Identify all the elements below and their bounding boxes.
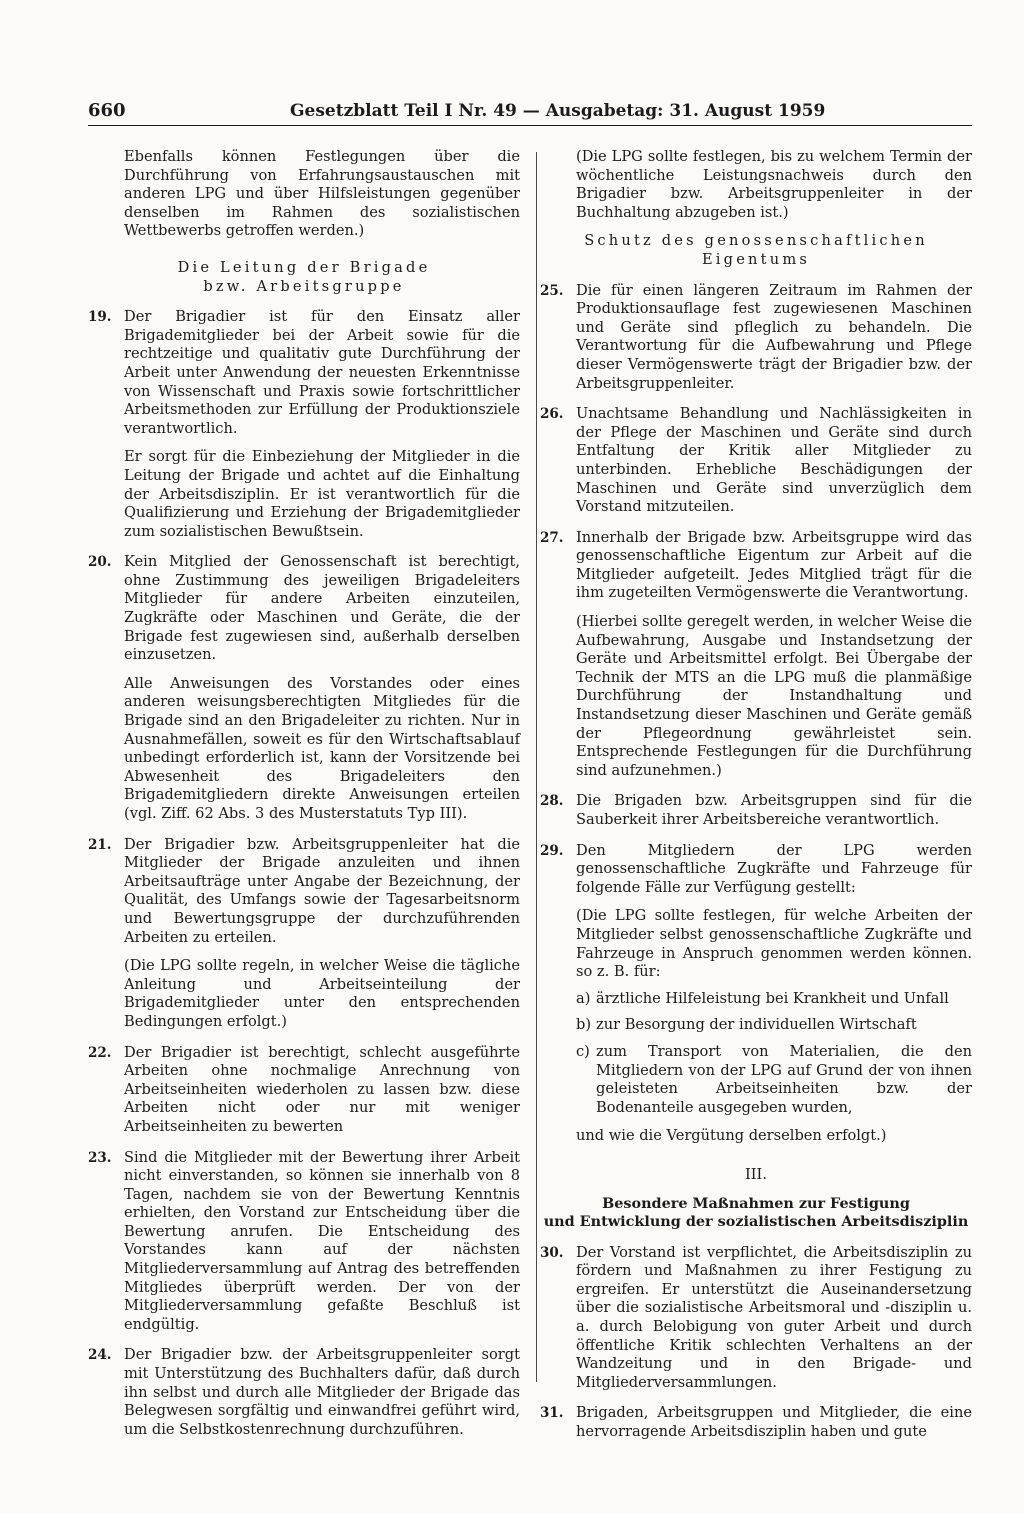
right-items (540, 282, 972, 830)
section-heading-line-2: bzw. Arbeitsgruppe (203, 277, 405, 295)
section-heading-line-1: Die Leitung der Brigade (177, 258, 431, 276)
item-paragraph: Die für einen längeren Zeitraum im Rahmen der Produktionsauflage fest zugewiesenen Maschinen und Geräte sind pfleglich zu behandeln. Die Verantwortung für die Aufbewahrung und Pflege dieser Vermögenswerte trägt der Brigadier bzw. der Arbeitsgruppenleiter. (576, 281, 972, 392)
item-paragraph: Alle Anweisungen des Vorstandes oder eines anderen weisungsberechtigten Mitgliedes für die Brigade sind an den Brigadeleiter zu richten. Nur in Ausnahmefällen, soweit es für den Wirtschaftsablauf unbedingt erforderlich ist, kann der Vorsitzende bei Abwesenheit des Brigadeleiters den Brigademitgliedern direkte Anweisungen erteilen (vgl. Ziff. 62 Abs. 3 des Musterstatuts Typ III). (124, 674, 520, 822)
sub-item (576, 1043, 972, 1117)
item-paragraph: Kein Mitglied der Genossenschaft ist berechtigt, ohne Zustimmung des jeweiligen Brigadeleiters Mitglieder für andere Arbeiten einzuteilen, Zugkräfte oder Maschinen und Geräte, die der Brigade fest zugewiesen sind, außerhalb derselben einzusetzen. (124, 553, 520, 664)
right-column (540, 148, 972, 1442)
item-paragraph: Der Brigadier ist für den Einsatz aller Brigademitglieder bei der Arbeit sowie für die rechtzeitige und qualitativ gute Durchführung der Arbeit unter Anwendung der neuesten Erkenntnisse von Wissenschaft und Praxis sowie fortschrittlicher Arbeitsmethoden zur Erfüllung der Produktionsziele verantwortlich. (124, 308, 520, 437)
page-header (88, 100, 972, 128)
item-paragraph: (Die LPG sollte festlegen, für welche Arbeiten der Mitglieder selbst genossenschaftliche Zugkräfte und Fahrzeuge in Anspruch genommen werden können. so z. B. für: (576, 907, 972, 981)
item-number: 21. (88, 836, 112, 853)
item-paragraph: (Die LPG sollte regeln, in welcher Weise die tägliche Anleitung und Arbeitseinteilung der Brigademitglieder unter den entsprechenden Bedingungen erfolgt.) (124, 957, 520, 1030)
page-number: 660 (88, 100, 126, 121)
list-item (88, 1346, 520, 1439)
bold-heading-line-1: Besondere Maßnahmen zur Festigung (602, 1194, 910, 1212)
list-item (88, 836, 520, 1032)
two-column-body (88, 148, 972, 1442)
item-number: 22. (88, 1044, 112, 1061)
item-paragraph: Der Vorstand ist verpflichtet, die Arbeitsdisziplin zu fördern und Maßnahmen zu ihrer Festigung zu ergreifen. Er unterstützt die Auseinandersetzung über die sozialistische Arbeitsmoral und -disziplin u. a. durch Belobigung von guter Arbeit und durch öffentliche Kritik schlechten Verhaltens an der Wandzeitung und in den Brigade- und Mitgliederversammlungen. (576, 1243, 972, 1391)
item-paragraph: Der Brigadier bzw. Arbeitsgruppenleiter hat die Mitglieder der Brigade anzuleiten und ihnen Arbeitsaufträge unter Angabe der Bezeichnung, der Qualität, des Umfangs sowie der Tagesarbeitsnorm und Bewertungsgruppe der durchzuführenden Arbeiten zu erteilen. (124, 835, 520, 946)
bold-heading-line-2: und Entwicklung der sozialistischen Arbeitsdisziplin (543, 1213, 969, 1231)
roman-section-number: III. (745, 1165, 767, 1183)
sub-item-label: a) (576, 989, 591, 1007)
header-rule (88, 125, 972, 126)
item-paragraph: (Hierbei sollte geregelt werden, in welcher Weise die Aufbewahrung, Ausgabe und Instandsetzung der Geräte und Arbeitsmittel erfolgt. Bei Übergabe der Technik der MTS an die LPG muß die planmäßige Durchführung der Instandhaltung und Instandsetzung dieser Maschinen und Geräte gemäß der Pflegeordnung gewährleistet sein. Entsprechende Festlegungen für die Durchführung sind aufzunehmen.) (576, 613, 972, 779)
item-paragraph: Den Mitgliedern der LPG werden genossenschaftliche Zugkräfte und Fahrzeuge für folgende Fälle zur Verfügung gestellt: (576, 841, 972, 896)
sub-item-text: zum Transport von Materialien, die den Mitgliedern von der LPG auf Grund der von ihnen geleisteten Arbeitseinheiten bzw. der Bodenanteile ausgegeben wurden, (596, 1042, 972, 1116)
gazette-title: Gesetzblatt Teil I Nr. 49 — Ausgabetag: 31. August 1959 (290, 101, 826, 121)
item-paragraph: Sind die Mitglieder mit der Bewertung ihrer Arbeit nicht einverstanden, so können sie innerhalb von 8 Tagen, nachdem sie von der Bewertung Kenntnis erhielten, den Vorstand zur Entscheidung über die Bewertung anrufen. Die Entscheidung des Vorstandes kann auf der nächsten Mitgliederversammlung auf Antrag des betreffenden Mitgliedes überprüft werden. Der von der Mitgliederversammlung gefaßte Beschluß ist endgültig. (124, 1148, 520, 1333)
item-paragraph: Unachtsame Behandlung und Nachlässigkeiten in der Pflege der Maschinen und Geräte sind durch Entfaltung der Kritik aller Mitglieder zu unterbinden. Erhebliche Beschädigungen der Maschinen und Geräte sind unverzüglich dem Vorstand mitzuteilen. (576, 405, 972, 516)
left-intro-paragraph: Ebenfalls können Festlegungen über die Durchführung von Erfahrungsaustauschen mit anderen LPG und über Hilfsleistungen gegenüber denselben im Rahmen des sozialistischen Wettbewerbs getroffen werden.) (124, 148, 520, 240)
list-item (540, 405, 972, 517)
sub-item-label: b) (576, 1016, 592, 1034)
sub-item (576, 990, 972, 1009)
list-item (540, 529, 972, 781)
list-item (88, 1044, 520, 1137)
sub-item-text: ärztliche Hilfeleistung bei Krankheit und Unfall (596, 989, 949, 1007)
item-paragraph: Er sorgt für die Einbeziehung der Mitglieder in die Leitung der Brigade und achtet auf die Einhaltung der Arbeitsdisziplin. Er ist verantwortlich für die Qualifizierung und Erziehung der Brigademitglieder zum sozialistischen Bewußtsein. (124, 448, 520, 540)
list-item (540, 282, 972, 394)
left-items (88, 308, 520, 1439)
list-item (540, 1244, 972, 1393)
item-number: 27. (540, 529, 564, 546)
section-heading-line-2: Eigentums (701, 250, 811, 268)
list-item (540, 1404, 972, 1441)
sub-items (576, 990, 972, 1118)
item-number: 26. (540, 406, 564, 423)
item-number: 19. (88, 309, 112, 326)
item-number: 31. (540, 1405, 564, 1422)
sub-item-label: c) (576, 1042, 590, 1060)
sub-item (576, 1016, 972, 1035)
item-number: 20. (88, 554, 112, 571)
list-item (88, 308, 520, 541)
item-number: 24. (88, 1347, 112, 1364)
item-number: 29. (540, 842, 564, 859)
list-item (540, 842, 972, 1146)
item-number: 25. (540, 282, 564, 299)
item-closing: und wie die Vergütung derselben erfolgt.) (576, 1127, 887, 1145)
item-paragraph: Die Brigaden bzw. Arbeitsgruppen sind für die Sauberkeit ihrer Arbeitsbereiche verantwortlich. (576, 792, 972, 828)
left-column (88, 148, 520, 1442)
list-item (88, 553, 520, 823)
item-paragraph: Brigaden, Arbeitsgruppen und Mitglieder, die eine hervorragende Arbeitsdisziplin haben und gute (576, 1404, 972, 1441)
item-number: 28. (540, 793, 564, 810)
list-item (540, 792, 972, 829)
list-item (88, 1149, 520, 1335)
right-intro-paragraph: (Die LPG sollte festlegen, bis zu welchem Termin der wöchentliche Leistungsnachweis durch den Brigadier bzw. Arbeitsgruppenleiter in der Buchhaltung abzugeben ist.) (576, 148, 972, 221)
item-number: 30. (540, 1244, 564, 1261)
section-heading-line-1: Schutz des genossenschaftlichen (584, 232, 928, 250)
item-paragraph: Der Brigadier bzw. der Arbeitsgruppenleiter sorgt mit Unterstützung des Buchhalters dafür, daß durch ihn selbst und durch alle Mitglieder der Brigade das Belegwesen sorgfältig und einwandfrei geführt wird, um die Selbstkostenrechnung durchzuführen. (124, 1346, 520, 1438)
sub-item-text: zur Besorgung der individuellen Wirtschaft (596, 1016, 917, 1034)
item-number: 23. (88, 1149, 112, 1166)
right-items-2 (540, 1244, 972, 1442)
item-paragraph: Innerhalb der Brigade bzw. Arbeitsgruppe wird das genossenschaftliche Eigentum zur Arbeit auf die Mitglieder aufgeteilt. Jedes Mitglied trägt für die ihm zugeteilten Vermögenswerte die Verantwortung. (576, 528, 972, 602)
item-paragraph: Der Brigadier ist berechtigt, schlecht ausgeführte Arbeiten ohne nochmalige Anrechnung von Arbeitseinheiten wiederholen zu lassen bzw. diese Arbeiten nicht oder nur mit weniger Arbeitseinheiten zu bewerten (124, 1043, 520, 1135)
column-divider (536, 152, 537, 1382)
